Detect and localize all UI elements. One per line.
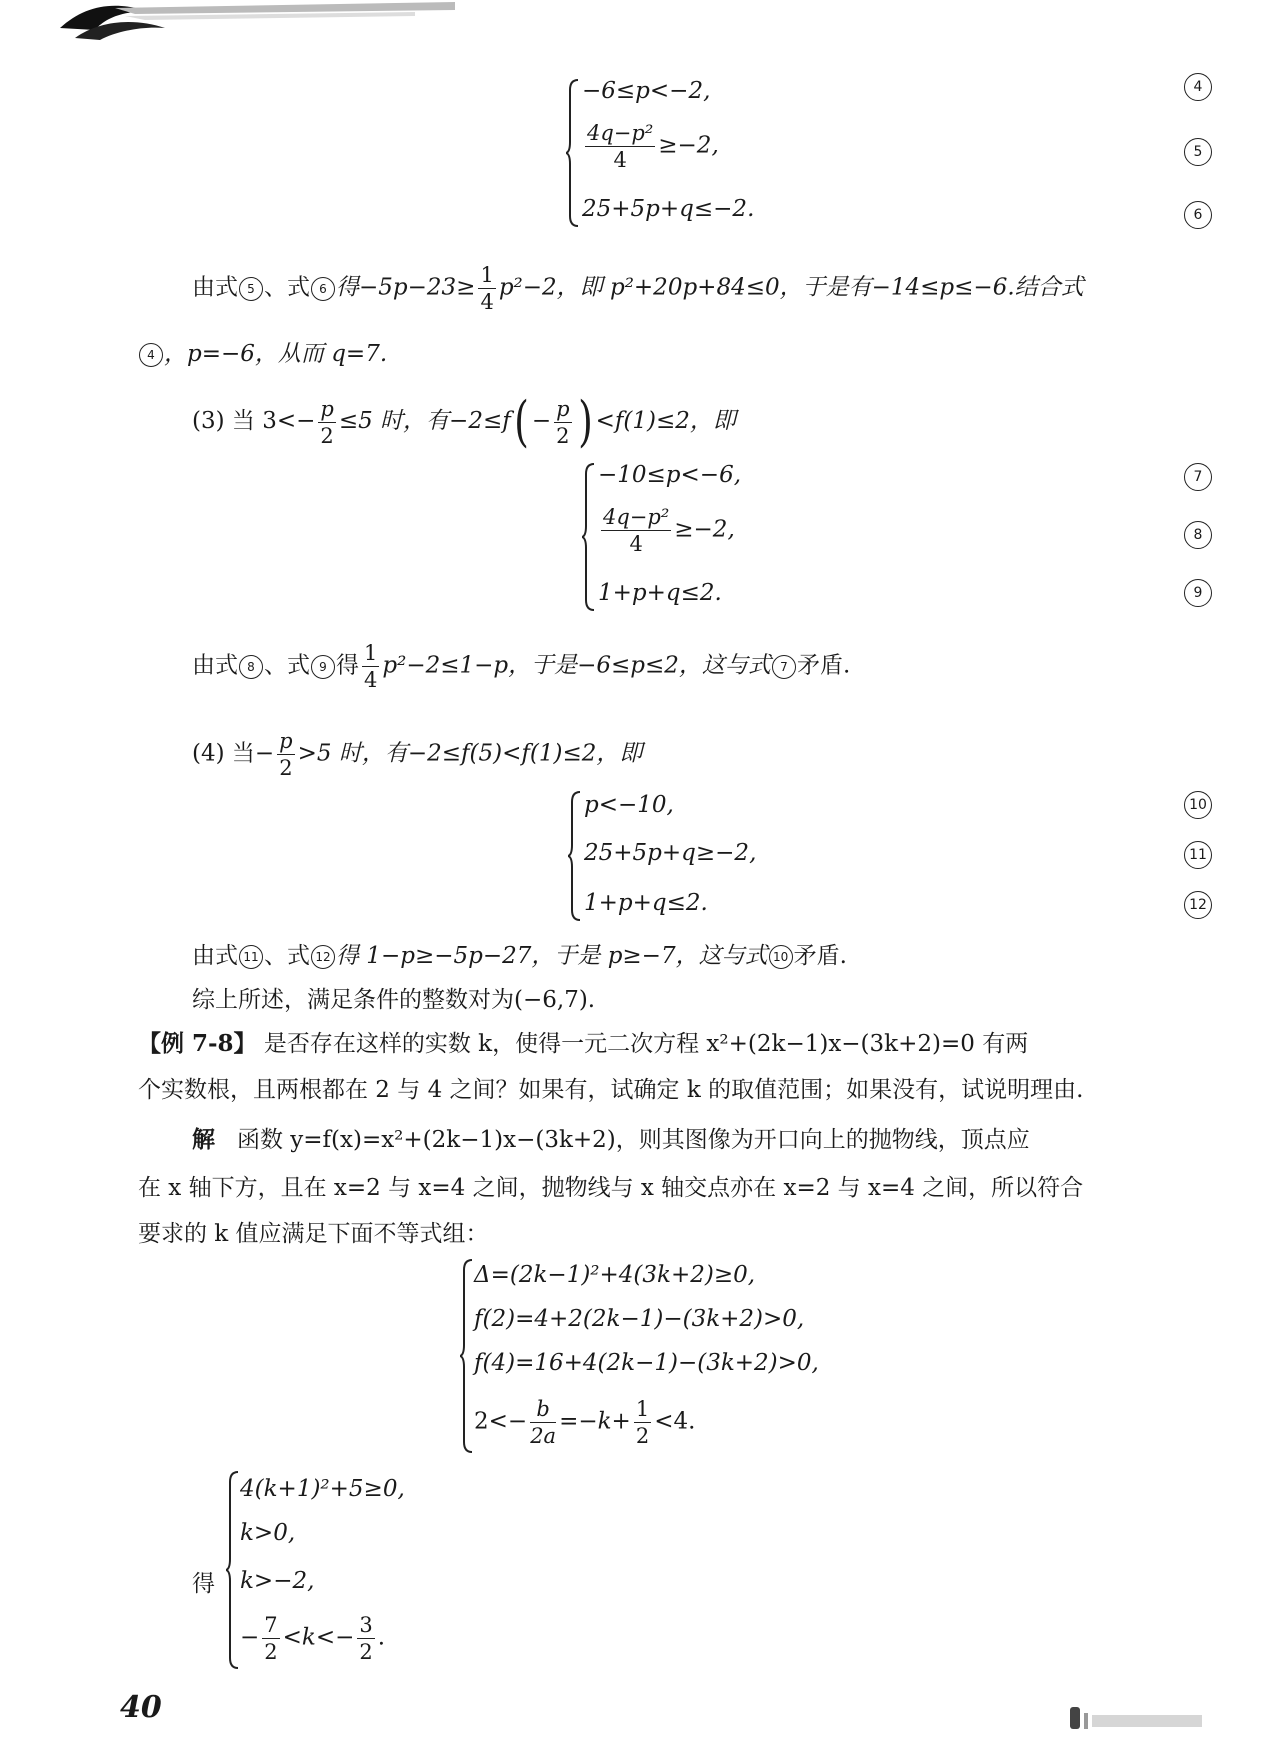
eq-number-11: 11 — [1184, 840, 1212, 869]
sys5-row4: − $\frac{7}{2}$ <k<− $\frac{3}{2}$ . — [240, 1613, 386, 1664]
paragraph-4: 由式 11 、式 12 得 1−p≥−5p−27，于是 p≥−7，这与式 10 矛盾. — [192, 943, 847, 969]
system-brace-1 — [566, 78, 580, 228]
sys5-row1: 4(k+1)²+5≥0, — [240, 1476, 405, 1502]
sys3-row1: p<−10, — [584, 792, 674, 818]
sys5-row2: k>0, — [240, 1520, 296, 1546]
solution-line-2: 在 x 轴下方，且在 x=2 与 x=4 之间，抛物线与 x 轴交点亦在 x=2 与 x=4 之间，所以符合 — [138, 1175, 1084, 1201]
sys2-row1: −10≤p<−6, — [598, 462, 742, 488]
sys2-row2: $\frac{\text{4q−p²}}{4}$ ≥−2, — [603, 505, 735, 556]
eq-number-5: 5 — [1184, 137, 1212, 166]
eq-number-7: 7 — [1184, 462, 1212, 491]
sys4-row3: f(4)=16+4(2k−1)−(3k+2)>0, — [474, 1350, 819, 1376]
header-decoration-icon — [55, 0, 465, 40]
paragraph-5: 综上所述，满足条件的整数对为(−6,7). — [192, 987, 596, 1013]
case-3: (3) 当 3<− $\frac{p}{2}$ ≤5 时，有−2≤f( − $\frac{p}{2}$ ) <f(1)≤2，即 — [192, 390, 736, 453]
example-label: 【例 7-8】 — [138, 1030, 257, 1057]
paragraph-1: 由式 5 、式 6 得−5p−23≥ $\frac{1}{4}$ p²−2，即 p²+20p+84≤0，于是有−14≤p≤−6.结合式 — [192, 263, 1084, 314]
eq-number-12: 12 — [1184, 890, 1212, 919]
sys5-lead: 得 — [192, 1571, 215, 1597]
eq-number-8: 8 — [1184, 520, 1212, 549]
paragraph-2: 4 ，p=−6，从而 q=7. — [138, 338, 387, 370]
sys3-row3: 1+p+q≤2. — [584, 890, 708, 916]
eq-number-4: 4 — [1184, 72, 1212, 101]
sys3-row2: 25+5p+q≥−2, — [584, 840, 757, 866]
sys1-row2: $\frac{\text{4q−p²}}{4}$ ≥−2, — [587, 121, 719, 172]
paragraph-3: 由式 8 、式 9 得 $\frac{1}{4}$ p²−2≤1−p，于是−6≤p≤2，这与式 7 矛盾. — [192, 641, 851, 692]
sys4-row2: f(2)=4+2(2k−1)−(3k+2)>0, — [474, 1306, 805, 1332]
page-number: 40 — [120, 1690, 162, 1725]
eq-number-10: 10 — [1184, 790, 1212, 819]
solution-label: 解 — [192, 1126, 215, 1153]
system-brace-2 — [582, 462, 596, 612]
sys4-row1: Δ=(2k−1)²+4(3k+2)≥0, — [474, 1262, 756, 1288]
sys1-row1: −6≤p<−2, — [582, 78, 711, 104]
sys1-row3: 25+5p+q≤−2. — [582, 196, 755, 222]
example-line-2: 个实数根，且两根都在 2 与 4 之间？如果有，试确定 k 的取值范围；如果没有，试说明理由. — [138, 1077, 1084, 1103]
sys2-row3: 1+p+q≤2. — [598, 580, 722, 606]
sys4-row4: 2<− $\frac{b}{2a}$ =−k+ $\frac{1}{2}$ <4. — [474, 1397, 696, 1448]
example-line-1: 【例 7-8】 是否存在这样的实数 k，使得一元二次方程 x²+(2k−1)x−(3k+2)=0 有两 — [138, 1030, 1029, 1057]
solution-line-1: 解 函数 y=f(x)=x²+(2k−1)x−(3k+2)，则其图像为开口向上的抛物线，顶点应 — [192, 1126, 1030, 1153]
fraction: $\frac{\text{4q−p²}}{4}$ — [587, 121, 654, 172]
system-brace-4 — [460, 1258, 474, 1454]
watermark-icon — [1070, 1703, 1210, 1733]
solution-line-3: 要求的 k 值应满足下面不等式组： — [138, 1221, 489, 1247]
case-4: (4) 当− $\frac{p}{2}$ >5 时，有−2≤f(5)<f(1)≤2，即 — [192, 729, 643, 780]
eq-number-9: 9 — [1184, 578, 1212, 607]
sys5-row3: k>−2, — [240, 1568, 315, 1594]
system-brace-5 — [226, 1470, 240, 1670]
system-brace-3 — [568, 790, 582, 922]
eq-number-6: 6 — [1184, 200, 1212, 229]
